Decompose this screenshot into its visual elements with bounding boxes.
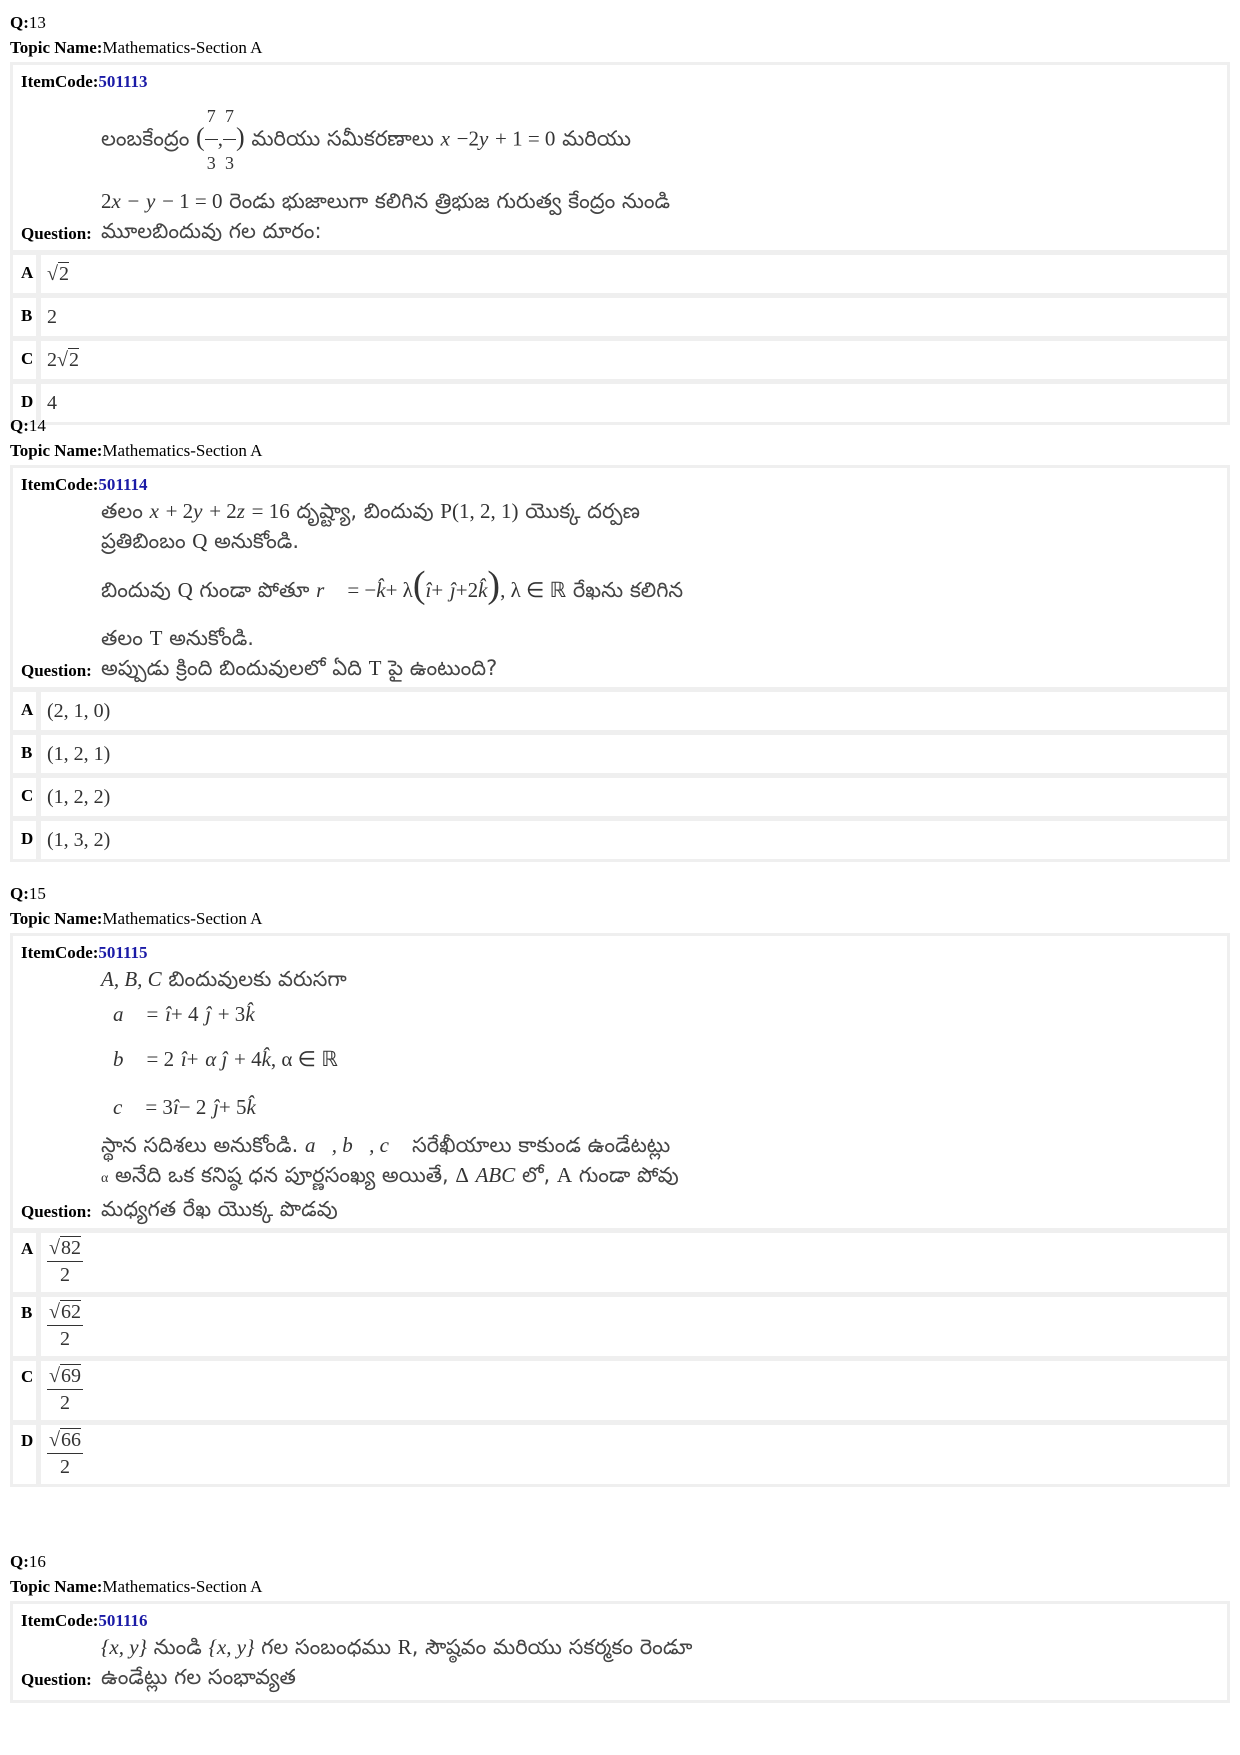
topic-name: Topic Name:Mathematics-Section A bbox=[10, 1577, 263, 1596]
question-line: ఉండేట్లు గల సంభావ్యత bbox=[101, 1665, 296, 1689]
question-line: ప్రతిబింబం Q అనుకోండి. bbox=[101, 529, 300, 553]
question-box bbox=[10, 1601, 1230, 1703]
question-label: Question: bbox=[21, 1670, 92, 1689]
question-block-16 bbox=[10, 1549, 1230, 1703]
question-label: Question: bbox=[21, 224, 92, 243]
option-c[interactable]: C (1, 2, 2) bbox=[13, 773, 1227, 816]
question-line: స్థాన సదిశలు అనుకోండి. a⃗, b⃗, c⃗ సరేఖీయాలు కాకుండ ఉండేటట్లు bbox=[101, 1133, 671, 1157]
question-text bbox=[101, 93, 1219, 246]
vector-c: c⃗ = 3î− 2 ĵ+ 5k̂ bbox=[113, 1095, 256, 1119]
question-text bbox=[101, 496, 1219, 683]
question-line: లంబకేంద్రం ( $\frac{7}{3}$ , $\frac{7}{3}$ ) మరియు సమీకరణాలు x −2y + 1 = 0 మరియు bbox=[101, 93, 1219, 186]
option-d[interactable]: D (1, 3, 2) bbox=[13, 816, 1227, 859]
question-line: తలం T అనుకోండి. bbox=[101, 626, 254, 650]
question-number: Q:13 bbox=[10, 13, 46, 32]
question-block-14 bbox=[10, 413, 1230, 862]
question-line: α అనేది ఒక కనిష్ఠ ధన పూర్ణసంఖ్య అయితే, Δ ABC లో, A గుండా పోవు bbox=[101, 1163, 679, 1187]
fraction: $\frac{√62}{2}$ bbox=[49, 1301, 81, 1350]
question-label: Question: bbox=[21, 1202, 92, 1221]
question-block-15 bbox=[10, 881, 1230, 1487]
fraction: $\frac{√82}{2}$ bbox=[49, 1237, 81, 1286]
question-line: మూలబిందువు గల దూరం: bbox=[101, 219, 322, 243]
question-line: {x, y} నుండి {x, y} గల సంబంధము R, సౌష్ఠవం మరియు సకర్మకం రెండూ bbox=[101, 1635, 693, 1659]
topic-name: Topic Name:Mathematics-Section A bbox=[10, 441, 263, 460]
question-number: Q:15 bbox=[10, 884, 46, 903]
question-line: తలం x + 2y + 2z = 16 దృష్ట్యా, బిందువు P(1, 2, 1) యొక్క దర్పణ bbox=[101, 499, 640, 523]
vector-b: b⃗ = 2 î+ α ĵ + 4k̂, α ∈ ℝ bbox=[113, 1047, 338, 1071]
question-line: అప్పుడు క్రింది బిందువులలో ఏది T పై ఉంటుంది? bbox=[101, 656, 498, 680]
question-number: Q:14 bbox=[10, 416, 46, 435]
question-text bbox=[101, 1632, 1219, 1692]
question-label: Question: bbox=[21, 661, 92, 680]
item-code: ItemCode:501114 bbox=[21, 475, 148, 494]
question-box bbox=[10, 465, 1230, 862]
question-number: Q:16 bbox=[10, 1552, 46, 1571]
option-a[interactable]: A (2, 1, 0) bbox=[13, 687, 1227, 730]
vector-a: a⃗ = î+ 4 ĵ + 3k̂ bbox=[113, 1002, 255, 1026]
item-code: ItemCode:501115 bbox=[21, 943, 148, 962]
topic-name: Topic Name:Mathematics-Section A bbox=[10, 38, 263, 57]
option-b[interactable]: B (1, 2, 1) bbox=[13, 730, 1227, 773]
option-b[interactable]: B 2 bbox=[13, 293, 1227, 336]
option-a[interactable]: A √2 bbox=[13, 250, 1227, 293]
question-line: A, B, C బిందువులకు వరుసగా bbox=[101, 967, 347, 991]
option-d[interactable]: D 4 bbox=[13, 379, 1227, 422]
option-b[interactable]: B $\frac{√62}{2}$ bbox=[13, 1292, 1227, 1356]
item-code: ItemCode:501116 bbox=[21, 1611, 148, 1630]
question-text bbox=[101, 964, 1219, 1224]
fraction: $\frac{√69}{2}$ bbox=[49, 1365, 81, 1414]
question-block-13 bbox=[10, 10, 1230, 425]
question-line: మధ్యగత రేఖ యొక్క పొడవు bbox=[101, 1197, 338, 1221]
item-code: ItemCode:501113 bbox=[21, 72, 148, 91]
option-c[interactable]: C $\frac{√69}{2}$ bbox=[13, 1356, 1227, 1420]
fraction: $\frac{√66}{2}$ bbox=[49, 1429, 81, 1478]
question-line: 2x − y − 1 = 0 రెండు భుజాలుగా కలిగిన త్రిభుజ గురుత్వ కేంద్రం నుండి bbox=[101, 189, 671, 213]
option-c[interactable]: C 2√2 bbox=[13, 336, 1227, 379]
option-a[interactable]: A $\frac{√82}{2}$ bbox=[13, 1228, 1227, 1292]
topic-name: Topic Name:Mathematics-Section A bbox=[10, 909, 263, 928]
option-d[interactable]: D $\frac{√66}{2}$ bbox=[13, 1420, 1227, 1484]
question-line: బిందువు Q గుండా పోతూ r⃗ = −k̂+ λ(î+ ĵ+2k̂), λ ∈ ℝ రేఖను కలిగిన bbox=[101, 564, 684, 606]
question-box bbox=[10, 62, 1230, 425]
question-box bbox=[10, 933, 1230, 1487]
